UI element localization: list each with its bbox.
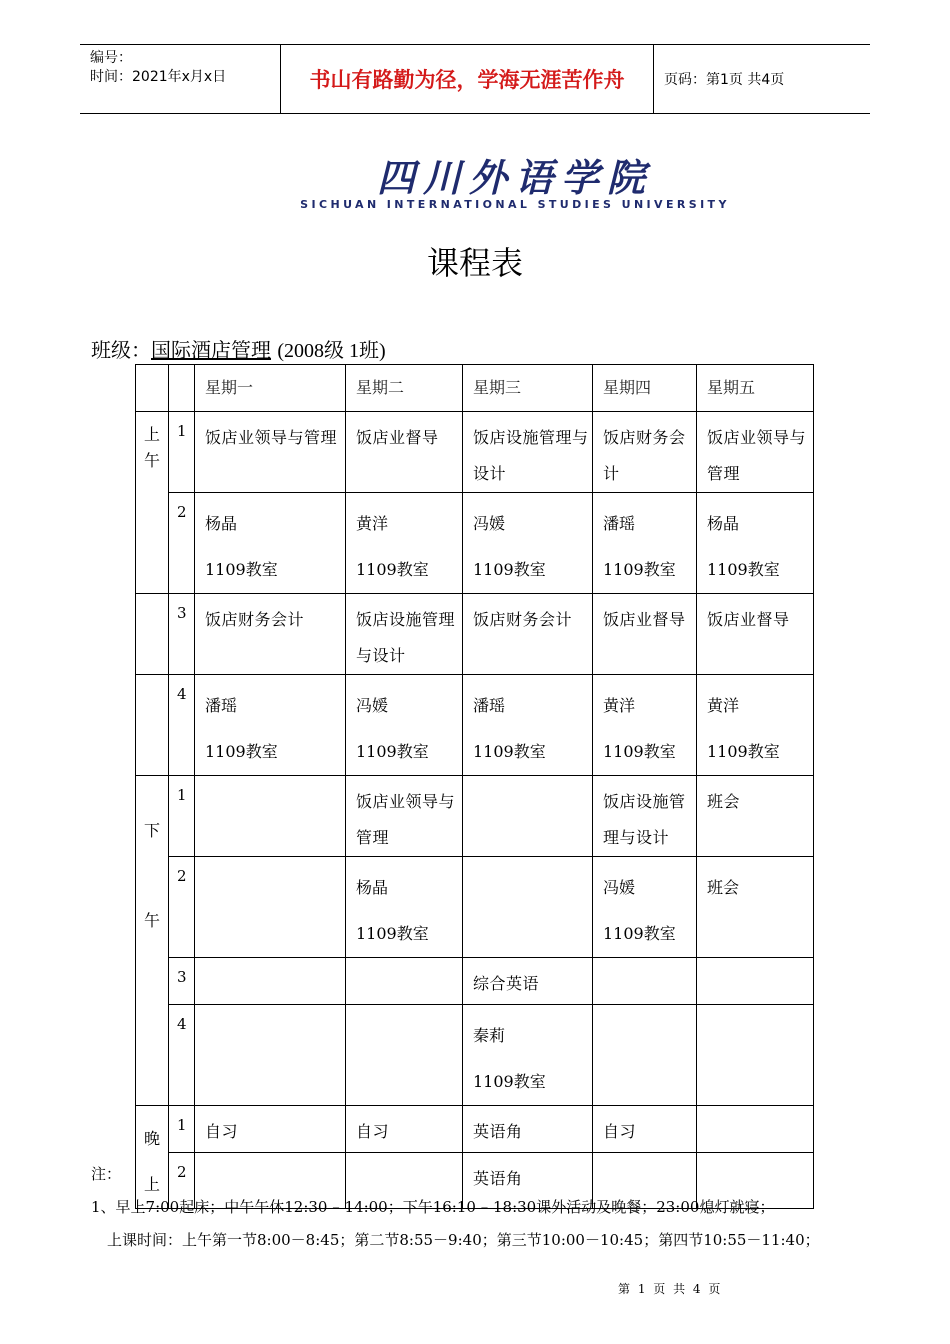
date-line: 时间：2021年x月x日 <box>90 69 227 85</box>
teacher-name: 冯媛 <box>603 878 636 897</box>
logo-chinese-name: 四川外语学院 <box>376 155 653 200</box>
classroom: 1109教室 <box>707 560 780 579</box>
teacher-cell <box>346 1005 463 1106</box>
teacher-name: 潘瑶 <box>473 696 506 715</box>
teacher-name: 班会 <box>707 878 740 897</box>
teacher-cell <box>195 493 346 594</box>
classroom: 1109教室 <box>603 560 676 579</box>
teacher-cell <box>195 857 346 958</box>
teacher-cell <box>697 675 814 776</box>
teacher-name: 杨晶 <box>356 878 389 897</box>
period-char: 午 <box>143 911 160 930</box>
teacher-name: 黄洋 <box>603 696 636 715</box>
notes-line-1: 1、早上7:00起床；中午午休12:30 – 14:00；下午16:10 – 18:30课外活动及晚餐；23:00熄灯就寝； <box>91 1198 775 1216</box>
lesson-number: 1 <box>169 412 195 493</box>
number-label: 编号： <box>90 50 132 66</box>
teacher-name: 冯媛 <box>356 696 389 715</box>
university-logo <box>275 155 755 214</box>
course-cell: 饭店业督导 <box>593 594 697 675</box>
teacher-cell <box>346 493 463 594</box>
course-cell: 自习 <box>593 1106 697 1153</box>
header-meta <box>80 45 281 113</box>
teacher-cell <box>593 493 697 594</box>
lesson-number: 4 <box>169 1005 195 1106</box>
lesson-number: 4 <box>169 675 195 776</box>
notes-line-2: 上课时间：上午第一节8:00－8:45；第二节8:55－9:40；第三节10:00－10:45；第四节10:55－11:40； <box>107 1231 820 1249</box>
classroom: 1109教室 <box>205 560 278 579</box>
page-footer: 第 1 页 共 4 页 <box>618 1282 723 1296</box>
period-char: 晚 <box>143 1129 160 1148</box>
teacher-cell <box>593 675 697 776</box>
teacher-name: 黄洋 <box>707 696 740 715</box>
day-header: 星期二 <box>346 365 463 412</box>
classroom: 1109教室 <box>356 924 429 943</box>
day-header: 星期三 <box>463 365 593 412</box>
page-title: 课程表 <box>426 244 523 282</box>
lesson-number: 2 <box>169 493 195 594</box>
classroom: 1109教室 <box>707 742 780 761</box>
teacher-cell <box>195 675 346 776</box>
classroom: 1109教室 <box>603 742 676 761</box>
teacher-name: 杨晶 <box>707 514 740 533</box>
course-cell: 饭店设施管理与设计 <box>463 412 593 493</box>
day-header: 星期一 <box>195 365 346 412</box>
teacher-name: 潘瑶 <box>603 514 636 533</box>
table-row <box>136 776 814 857</box>
teacher-cell <box>697 1005 814 1106</box>
period-char: 下 <box>143 821 160 840</box>
teacher-cell <box>697 857 814 958</box>
classroom: 1109教室 <box>205 742 278 761</box>
table-row <box>136 412 814 493</box>
course-cell: 饭店财务会计 <box>195 594 346 675</box>
teacher-name: 秦莉 <box>473 1026 506 1045</box>
table-row <box>136 857 814 958</box>
period-empty <box>136 594 169 675</box>
lesson-number: 1 <box>169 1106 195 1153</box>
course-cell <box>697 958 814 1005</box>
course-cell <box>697 1106 814 1153</box>
teacher-cell <box>346 675 463 776</box>
schedule-table <box>135 364 814 1209</box>
course-cell <box>593 958 697 1005</box>
classroom: 1109教室 <box>473 560 546 579</box>
logo-english-name: SICHUAN INTERNATIONAL STUDIES UNIVERSITY <box>300 198 730 211</box>
course-cell: 饭店财务会计 <box>593 412 697 493</box>
header-motto: 书山有路勤为径，学海无涯苦作舟 <box>281 45 654 113</box>
notes <box>91 1158 820 1257</box>
notes-label: 注： <box>91 1165 122 1183</box>
period-label <box>136 776 169 1106</box>
course-cell: 饭店业督导 <box>346 412 463 493</box>
classroom: 1109教室 <box>473 1072 546 1091</box>
classroom: 1109教室 <box>603 924 676 943</box>
course-cell: 饭店业督导 <box>697 594 814 675</box>
course-cell: 自习 <box>195 1106 346 1153</box>
teacher-cell <box>593 1005 697 1106</box>
table-row <box>136 493 814 594</box>
day-header: 星期五 <box>697 365 814 412</box>
teacher-cell <box>697 493 814 594</box>
period-char: 上 <box>143 1175 160 1194</box>
course-cell: 饭店业领导与管理 <box>346 776 463 857</box>
table-row <box>136 594 814 675</box>
course-cell: 英语角 <box>463 1106 593 1153</box>
course-cell: 英语角 <box>463 1152 593 1208</box>
course-cell: 综合英语 <box>463 958 593 1005</box>
classroom: 1109教室 <box>473 742 546 761</box>
table-row <box>136 1005 814 1106</box>
teacher-cell <box>463 857 593 958</box>
teacher-name: 黄洋 <box>356 514 389 533</box>
table-row <box>136 1106 814 1153</box>
teacher-cell <box>195 1005 346 1106</box>
teacher-cell <box>593 857 697 958</box>
teacher-name: 杨晶 <box>205 514 238 533</box>
teacher-cell <box>463 675 593 776</box>
lesson-number: 2 <box>169 857 195 958</box>
page-header <box>80 44 870 114</box>
class-info <box>91 334 386 363</box>
table-header-row <box>136 365 814 412</box>
period-label <box>136 412 169 594</box>
course-cell: 班会 <box>697 776 814 857</box>
course-cell <box>195 776 346 857</box>
classroom: 1109教室 <box>356 742 429 761</box>
course-cell <box>346 958 463 1005</box>
teacher-cell <box>463 1005 593 1106</box>
class-label: 班级： <box>91 338 151 362</box>
course-cell: 自习 <box>346 1106 463 1153</box>
corner-cell <box>169 365 195 412</box>
corner-cell <box>136 365 169 412</box>
day-header: 星期四 <box>593 365 697 412</box>
lesson-number: 1 <box>169 776 195 857</box>
period-empty <box>136 675 169 776</box>
course-cell: 饭店业领导与管理 <box>195 412 346 493</box>
class-major: 国际酒店管理 <box>151 338 271 362</box>
teacher-cell <box>463 493 593 594</box>
course-cell: 饭店设施管理与设计 <box>593 776 697 857</box>
period-char: 午 <box>143 451 160 470</box>
lesson-number: 3 <box>169 958 195 1005</box>
course-cell <box>463 776 593 857</box>
course-cell: 饭店业领导与管理 <box>697 412 814 493</box>
teacher-name: 潘瑶 <box>205 696 238 715</box>
lesson-number: 3 <box>169 594 195 675</box>
lesson-number: 2 <box>169 1152 195 1208</box>
header-page-label: 页码：第1页 共4页 <box>664 72 785 88</box>
period-char: 上 <box>143 425 160 444</box>
teacher-name: 冯媛 <box>473 514 506 533</box>
classroom: 1109教室 <box>356 560 429 579</box>
course-cell: 饭店设施管理与设计 <box>346 594 463 675</box>
class-detail: (2008级 1班) <box>277 340 386 362</box>
table-row <box>136 675 814 776</box>
course-cell <box>195 958 346 1005</box>
table-row <box>136 958 814 1005</box>
course-cell: 饭店财务会计 <box>463 594 593 675</box>
teacher-cell <box>346 857 463 958</box>
